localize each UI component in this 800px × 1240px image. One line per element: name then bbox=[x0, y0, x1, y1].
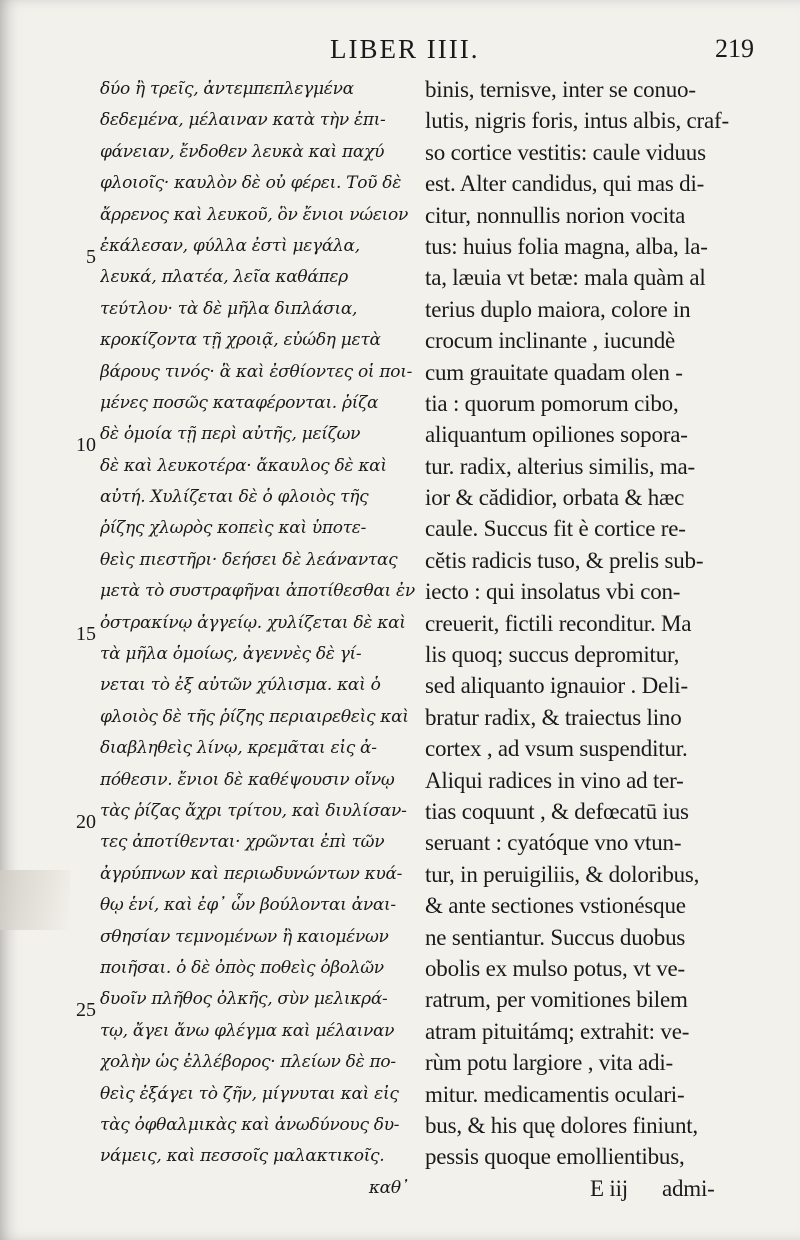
greek-text-line: καθ᾽ bbox=[368, 1177, 409, 1198]
greek-text-line: νάμεις, καὶ πεσσοῖς μαλακτικοῖς. bbox=[100, 1146, 385, 1167]
latin-text-line: caule. Succus fit è cortice re- bbox=[425, 516, 686, 542]
greek-text-line: ἀγρύπνων καὶ περιωδυνώντων κυά- bbox=[100, 863, 403, 884]
greek-text-line: ποιῆσαι. ὁ δὲ ὀπὸς ποθεὶς ὀβολῶν bbox=[100, 957, 384, 978]
latin-text-line: cĕtis radicis tuso, & prelis sub- bbox=[425, 547, 704, 573]
greek-text-line: λευκά, πλατέα, λεῖα καθάπερ bbox=[100, 267, 348, 288]
line-number: 20 bbox=[76, 811, 96, 833]
greek-text-line: ὀστρακίνῳ ἀγγείῳ. χυλίζεται δὲ καὶ bbox=[100, 612, 406, 633]
greek-text-line: μένες ποσῶς καταφέρονται. ῥίζα bbox=[100, 392, 379, 413]
greek-text-line: δὲ καὶ λευκοτέρα· ἄκαυλος δὲ καὶ bbox=[100, 455, 387, 476]
greek-text-line: δυοῖν πλῆθος ὀλκῆς, σὺν μελικρά- bbox=[100, 989, 388, 1010]
greek-text-column bbox=[100, 74, 415, 1204]
greek-text-line: φλοιοῖς· καυλὸν δὲ οὐ φέρει. Τοῦ δὲ bbox=[100, 173, 402, 194]
latin-text-line: lutis, nigris foris, intus albis, craf- bbox=[425, 108, 729, 134]
latin-text-line: sed aliquanto ignauior . Deli- bbox=[425, 673, 688, 699]
signature-mark: E iij bbox=[590, 1175, 628, 1201]
latin-text-line: crocum inclinante , iucundè bbox=[425, 328, 676, 354]
greek-text-line: μετὰ τὸ συστραφῆναι ἀποτίθεσθαι ἐν bbox=[100, 581, 415, 602]
greek-text-line: τὰ μῆλα ὁμοίως, ἀγεννὲς δὲ γί- bbox=[100, 644, 362, 665]
page-number: 219 bbox=[715, 34, 754, 63]
latin-text-line: rùm potu largiore , vita adi- bbox=[425, 1050, 673, 1076]
latin-text-line: obolis ex mulso potus, vt ve- bbox=[425, 955, 685, 981]
line-number: 25 bbox=[76, 999, 96, 1021]
latin-text-line: terius duplo maiora, colore in bbox=[425, 296, 691, 322]
latin-text-line: creuerit, fictili reconditur. Ma bbox=[425, 610, 692, 636]
greek-text-line: ῥίζης χλωρὸς κοπεὶς καὶ ὑποτε- bbox=[100, 518, 367, 539]
greek-text-line: κροκίζοντα τῇ χροιᾷ, εὐώδη μετὰ bbox=[100, 330, 381, 351]
line-number: 15 bbox=[76, 623, 96, 645]
latin-text-line: bus, & his quę dolores finiunt, bbox=[425, 1112, 698, 1138]
signature-line bbox=[425, 1173, 795, 1204]
greek-text-line: δύο ἢ τρεῖς, ἀντεμπεπλεγμένα bbox=[100, 79, 354, 99]
latin-text-line: ratrum, per vomitiones bilem bbox=[425, 987, 688, 1013]
greek-text-line: φλοιὸς δὲ τῆς ῥίζης περιαιρεθεὶς καὶ bbox=[100, 706, 409, 727]
greek-text-line: ἄρρενος καὶ λευκοῦ, ὃν ἔνιοι νώειον bbox=[100, 204, 408, 225]
latin-text-line: so cortice vestitis: caule viduus bbox=[425, 139, 706, 165]
greek-text-line: τῳ, ἄγει ἄνω φλέγμα καὶ μέλαιναν bbox=[100, 1020, 395, 1041]
latin-text-line: ne sentiantur. Succus duobus bbox=[425, 924, 686, 950]
latin-text-line: tur, in peruigiliis, & doloribus, bbox=[425, 861, 700, 887]
greek-text-line: θῳ ἑνί, καὶ ἐφ᾽ ὧν βούλονται ἀναι- bbox=[100, 895, 396, 916]
latin-text-line: & ante sectiones vstionésque bbox=[425, 893, 686, 919]
greek-text-line: τὰς ὀφθαλμικὰς καὶ ἀνωδύνους δυ- bbox=[100, 1114, 400, 1135]
latin-text-line: Aliqui radices in vino ad ter- bbox=[425, 767, 684, 793]
greek-text-line: νεται τὸ ἐξ αὐτῶν χύλισμα. καὶ ὁ bbox=[100, 675, 381, 696]
latin-text-line: atram pituitámq; extrahit: ve- bbox=[425, 1018, 690, 1044]
greek-text-line: θεὶς ἐξάγει τὸ ζῆν, μίγνυται καὶ εἰς bbox=[100, 1083, 399, 1104]
latin-text-line: mitur. medicamentis oculari- bbox=[425, 1081, 685, 1107]
latin-text-line: ior & cădidior, orbata & hæc bbox=[425, 485, 685, 511]
torn-paper-edge bbox=[0, 870, 70, 930]
greek-text-line: αὐτή. Χυλίζεται δὲ ὁ φλοιὸς τῆς bbox=[100, 487, 369, 508]
latin-text-line: tia : quorum pomorum cibo, bbox=[425, 390, 679, 416]
latin-text-line: lis quoq; succus depromitur, bbox=[425, 642, 680, 668]
greek-text-line: δὲ ὁμοία τῇ περὶ αὐτῆς, μείζων bbox=[100, 424, 361, 445]
greek-text-line: χολὴν ὡς ἐλλέβορος· πλείων δὲ πο- bbox=[100, 1052, 396, 1073]
greek-text-line: πόθεσιν. ἔνιοι δὲ καθέψουσιν οἴνῳ bbox=[100, 769, 395, 790]
greek-text-line: τὰς ῥίζας ἄχρι τρίτου, καὶ διυλίσαν- bbox=[100, 800, 407, 821]
greek-text-line: φάνειαν, ἔνδοθεν λευκὰ καὶ παχύ bbox=[100, 141, 385, 162]
latin-text-column bbox=[425, 74, 795, 1204]
greek-text-line: σθησίαν τεμνομένων ἢ καιομένων bbox=[100, 926, 389, 947]
latin-text-line: cortex , ad vsum suspenditur. bbox=[425, 736, 688, 762]
greek-text-line: ἐκάλεσαν, φύλλα ἐστὶ μεγάλα, bbox=[100, 235, 360, 256]
latin-text-line: citur, nonnullis norion vocita bbox=[425, 202, 686, 228]
greek-text-line: διαβληθεὶς λίνῳ, κρεμᾶται εἰς ἀ- bbox=[100, 738, 377, 759]
latin-text-line: tus: huius folia magna, alba, la- bbox=[425, 233, 708, 259]
latin-text-line: binis, ternisve, inter se conuo- bbox=[425, 77, 696, 102]
greek-text-line: τες ἀποτίθενται· χρῶνται ἐπὶ τῶν bbox=[100, 832, 385, 853]
latin-text-line: tias coquunt , & defœcatū ius bbox=[425, 798, 689, 824]
latin-text-line: tur. radix, alterius similis, ma- bbox=[425, 453, 695, 479]
line-number: 10 bbox=[76, 434, 96, 456]
running-head: LIBER IIII. bbox=[330, 34, 480, 64]
latin-text-line: est. Alter candidus, qui mas di- bbox=[425, 171, 705, 197]
latin-text-line: pessis quoque emollientibus, bbox=[425, 1144, 685, 1170]
latin-text-line: bratur radix, & traiectus lino bbox=[425, 704, 682, 730]
greek-text-line: δεδεμένα, μέλαιναν κατὰ τὴν ἐπι- bbox=[100, 110, 386, 131]
latin-text-line: cum grauitate quadam olen - bbox=[425, 359, 683, 385]
latin-text-line: ta, læuia vt betæ: mala quàm al bbox=[425, 265, 706, 291]
catchword: admi- bbox=[661, 1175, 715, 1201]
latin-text-line: seruant : cyatóque vno vtun- bbox=[425, 830, 682, 856]
line-number: 5 bbox=[86, 246, 96, 268]
greek-text-line: τεύτλου· τὰ δὲ μῆλα διπλάσια, bbox=[100, 298, 358, 319]
latin-text-line: aliquantum opiliones sopora- bbox=[425, 422, 688, 448]
greek-text-line: βάρους τινός· ἃ καὶ ἐσθίοντες οἱ ποι- bbox=[100, 361, 413, 382]
latin-text-line: iecto : qui insolatus vbi con- bbox=[425, 579, 681, 605]
greek-text-line: θεὶς πιεστῆρι· δεήσει δὲ λεάναντας bbox=[100, 549, 398, 570]
